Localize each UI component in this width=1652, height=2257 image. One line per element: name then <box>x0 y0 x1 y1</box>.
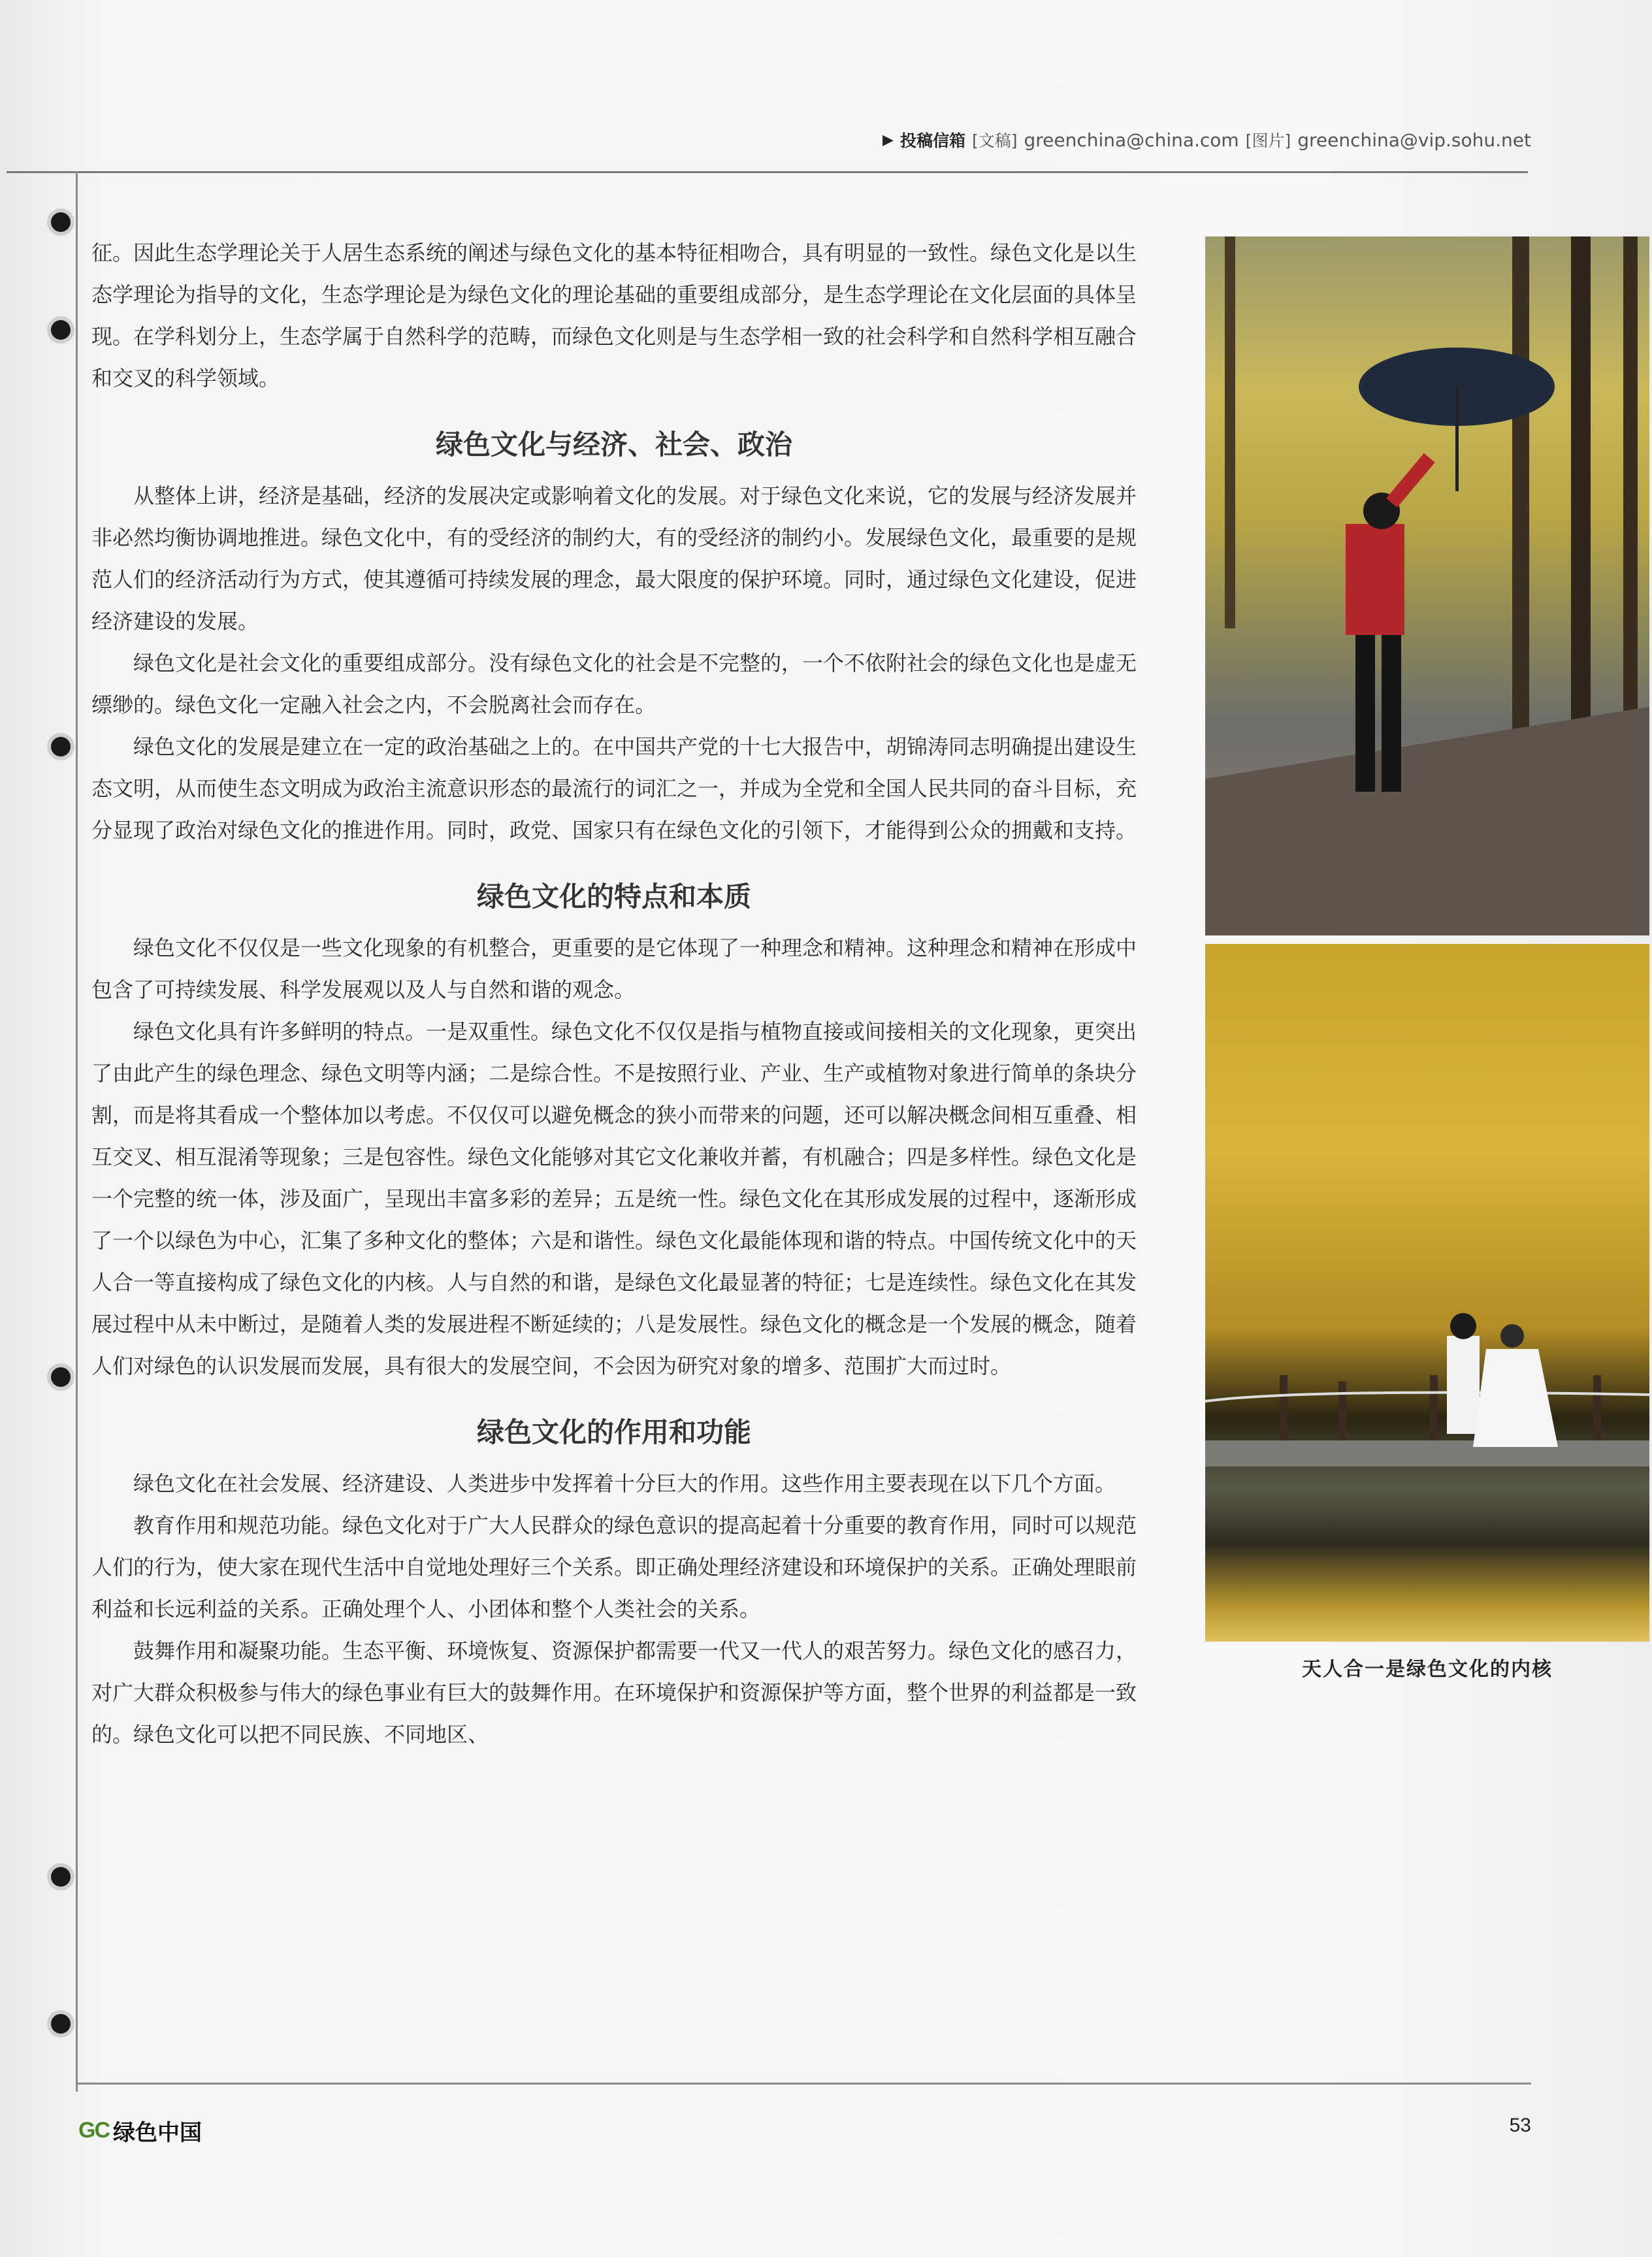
image-tag: [图片] <box>1245 131 1291 150</box>
paragraph: 从整体上讲，经济是基础，经济的发展决定或影响着文化的发展。对于绿色文化来说，它的发展与经济发展并非必然均衡协调地推进。绿色文化中，有的受经济的制约大，有的受经济的制约小。发展绿色文化，最重要的是规范人们的经济活动行为方式，使其遵循可持续发展的理念，最大限度的保护环境。同时，通过绿色文化建设，促进经济建设的发展。 <box>91 483 1137 634</box>
footer-divider <box>76 2083 1531 2085</box>
willow-wedding-photo <box>1205 944 1649 1642</box>
binder-hole <box>51 212 71 232</box>
text-tag: [文稿] <box>971 131 1018 150</box>
section-heading: 绿色文化的作用和功能 <box>476 1416 751 1448</box>
logo-text: 绿色中国 <box>113 2120 202 2146</box>
intro-paragraph: 征。因此生态学理论关于人居生态系统的阐述与绿色文化的基本特征相吻合，具有明显的一致性。绿色文化是以生态学理论为指导的文化，生态学理论是为绿色文化的理论基础的重要组成部分，是生态学理论在文化层面的具体呈现。在学科划分上，生态学属于自然科学的范畴，而绿色文化则是与生态学相一致的社会科学和自然科学相互融合和交叉的科学领域。 <box>91 240 1137 391</box>
submission-header <box>883 128 1531 152</box>
page-number: 53 <box>1509 2115 1531 2136</box>
submission-label: 投稿信箱 <box>899 131 965 150</box>
text-email-link[interactable]: greenchina@china.com <box>1024 129 1239 151</box>
triangle-arrow-icon: ▶ <box>883 131 894 148</box>
umbrella-man-photo <box>1205 236 1649 935</box>
logo-mark: GC <box>78 2118 109 2143</box>
left-margin-rule <box>76 171 78 2092</box>
binder-hole <box>51 2014 71 2034</box>
photo-caption: 天人合一是绿色文化的内核 <box>1302 1658 1553 1681</box>
binder-hole <box>51 737 71 756</box>
paragraph: 绿色文化具有许多鲜明的特点。一是双重性。绿色文化不仅仅是指与植物直接或间接相关的文化现象，更突出了由此产生的绿色理念、绿色文明等内涵；二是综合性。不是按照行业、产业、生产或植物对象进行简单的条块分割，而是将其看成一个整体加以考虑。不仅仅可以避免概念的狭小而带来的问题，还可以解决概念间相互重叠、相互交叉、相互混淆等现象；三是包容性。绿色文化能够对其它文化兼收并蓄，有机融合；四是多样性。绿色文化是一个完整的统一体，涉及面广，呈现出丰富多彩的差异；五是统一性。绿色文化在其形成发展的过程中，逐渐形成了一个以绿色为中心，汇集了多种文化的整体；六是和谐性。绿色文化最能体现和谐的特点。中国传统文化中的天人合一等直接构成了绿色文化的内核。人与自然的和谐，是绿色文化最显著的特征；七是连续性。绿色文化在其发展过程中从未中断过，是随着人类的发展进程不断延续的；八是发展性。绿色文化的概念是一个发展的概念，随着人们对绿色的认识发展而发展，具有很大的发展空间，不会因为研究对象的增多、范围扩大而过时。 <box>91 1019 1137 1378</box>
paragraph: 绿色文化在社会发展、经济建设、人类进步中发挥着十分巨大的作用。这些作用主要表现在以下几个方面。 <box>133 1471 1116 1496</box>
section-heading: 绿色文化与经济、社会、政治 <box>435 429 792 461</box>
header-divider <box>7 171 1528 173</box>
magazine-logo <box>78 2115 202 2147</box>
binder-hole <box>51 1367 71 1387</box>
umbrella-man-illustration <box>1205 236 1649 935</box>
willow-wedding-illustration <box>1205 944 1649 1642</box>
paragraph: 教育作用和规范功能。绿色文化对于广大人民群众的绿色意识的提高起着十分重要的教育作用，同时可以规范人们的行为，使大家在现代生活中自觉地处理好三个关系。即正确处理经济建设和环境保护的关系。正确处理眼前利益和长远利益的关系。正确处理个人、小团体和整个人类社会的关系。 <box>91 1513 1137 1621</box>
binder-hole <box>51 320 71 340</box>
section-heading: 绿色文化的特点和本质 <box>476 881 751 913</box>
paragraph: 绿色文化是社会文化的重要组成部分。没有绿色文化的社会是不完整的，一个不依附社会的绿色文化也是虚无缥缈的。绿色文化一定融入社会之内，不会脱离社会而存在。 <box>91 651 1137 717</box>
paragraph: 鼓舞作用和凝聚功能。生态平衡、环境恢复、资源保护都需要一代又一代人的艰苦努力。绿色文化的感召力，对广大群众积极参与伟大的绿色事业有巨大的鼓舞作用。在环境保护和资源保护等方面，整个世界的利益都是一致的。绿色文化可以把不同民族、不同地区、 <box>91 1638 1137 1747</box>
paragraph: 绿色文化不仅仅是一些文化现象的有机整合，更重要的是它体现了一种理念和精神。这种理念和精神在形成中包含了可持续发展、科学发展观以及人与自然和谐的观念。 <box>91 935 1137 1002</box>
article-body <box>91 232 1137 1755</box>
paragraph: 绿色文化的发展是建立在一定的政治基础之上的。在中国共产党的十七大报告中，胡锦涛同志明确提出建设生态文明，从而使生态文明成为政治主流意识形态的最流行的词汇之一，并成为全党和全国人民共同的奋斗目标，充分显现了政治对绿色文化的推进作用。同时，政党、国家只有在绿色文化的引领下，才能得到公众的拥戴和支持。 <box>91 734 1137 843</box>
image-email-link[interactable]: greenchina@vip.sohu.net <box>1297 129 1531 151</box>
binder-hole <box>51 1867 71 1887</box>
